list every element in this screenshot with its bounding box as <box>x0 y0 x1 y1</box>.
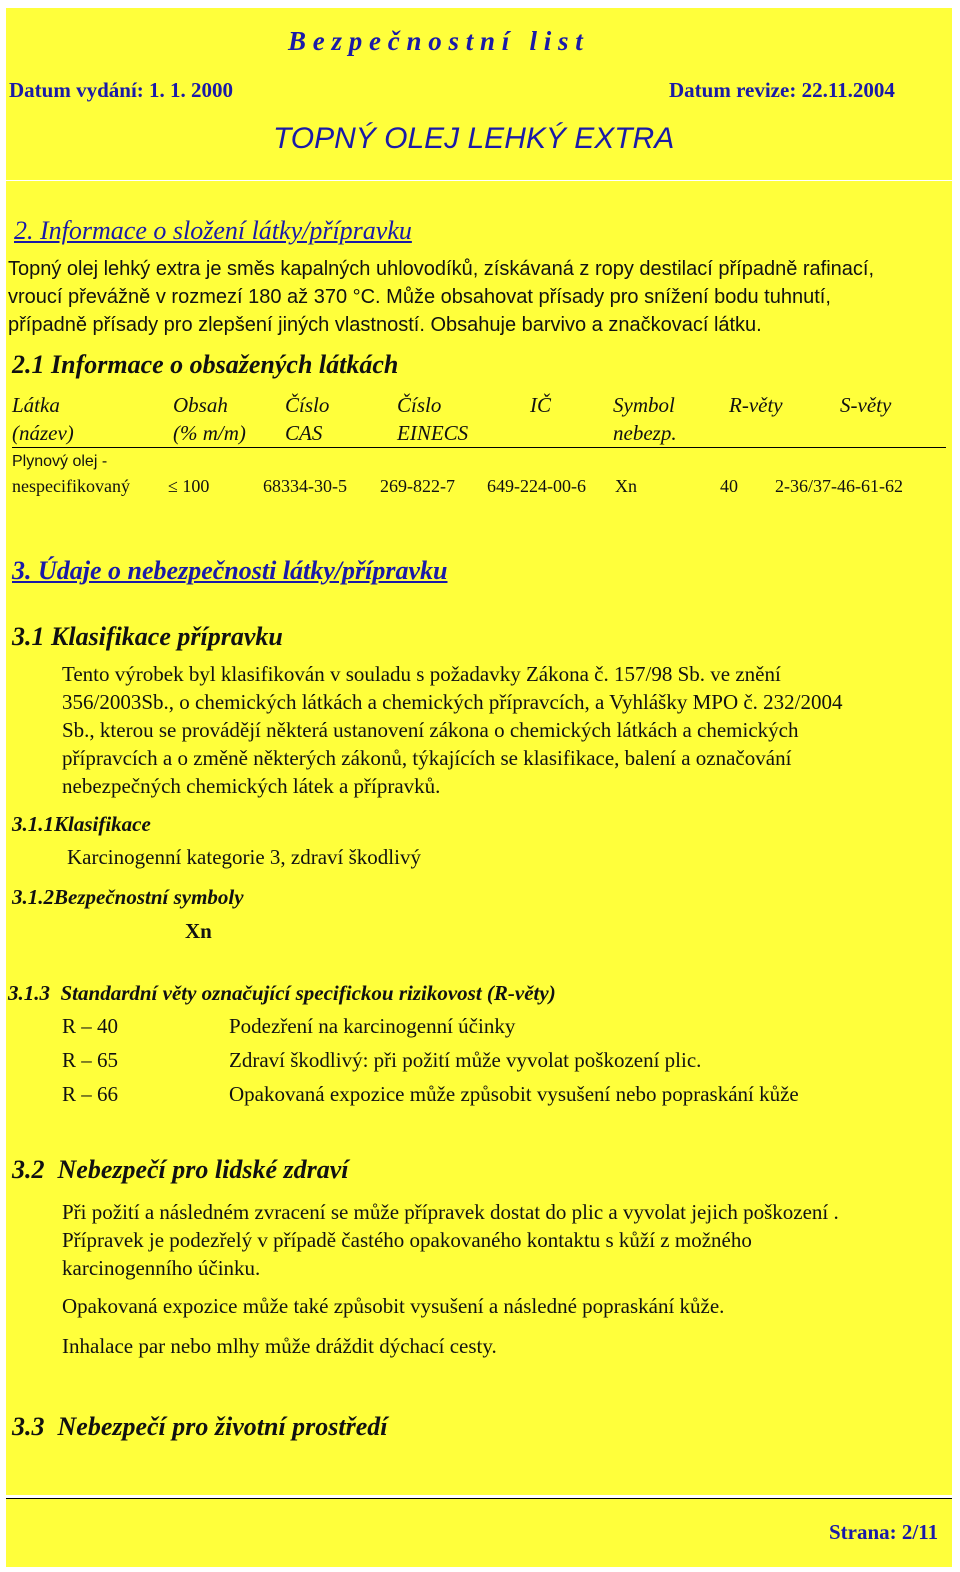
th-cislo-einecs: Číslo <box>397 393 442 417</box>
th-latka: Látka <box>12 393 60 417</box>
section-2-paragraph <box>8 255 946 339</box>
th-nazev: (název) <box>12 421 74 445</box>
td-r: 40 <box>720 476 738 496</box>
td-name-line1: Plynový olej - <box>12 453 108 470</box>
r-phrase-text: Zdraví škodlivý: při požití může vyvolat poškození plic. <box>229 1048 702 1072</box>
section-3-2-paragraph-3: Inhalace par nebo mlhy může dráždit dýchací cesty. <box>62 1334 497 1358</box>
document-title: B e z p e č n o s t n í l i s t <box>288 26 583 56</box>
table-divider <box>12 447 946 448</box>
section-3-1-line: 356/2003Sb., o chemických látkách a chemických přípravcích, a Vyhlášky MPO č. 232/2004 <box>62 690 843 714</box>
section-3-2-heading: 3.2 Nebezpečí pro lidské zdraví <box>12 1155 349 1184</box>
section-3-1-heading: 3.1 Klasifikace přípravku <box>12 622 283 651</box>
revision-date: Datum revize: 22.11.2004 <box>669 78 895 102</box>
section-3-heading: 3. Údaje o nebezpečnosti látky/přípravku <box>12 556 448 585</box>
th-cas: CAS <box>285 421 323 445</box>
section-2-1-heading: 2.1 Informace o obsažených látkách <box>12 350 399 379</box>
th-symbol: Symbol <box>613 393 675 417</box>
td-name-line2: nespecifikovaný <box>12 476 130 496</box>
section-3-3-heading: 3.3 Nebezpečí pro životní prostředí <box>12 1412 388 1441</box>
product-name: TOPNÝ OLEJ LEHKÝ EXTRA <box>273 122 675 155</box>
section-3-1-line: nebezpečných chemických látek a přípravků. <box>62 774 441 798</box>
section-2-line: Topný olej lehký extra je směs kapalných uhlovodíků, získávaná z ropy destilací případně rafinací, <box>8 258 875 280</box>
section-3-1-line: Sb., kterou se provádějí některá ustanovení zákona o chemických látkách a chemických <box>62 718 799 742</box>
section-3-1-1-heading: 3.1.1Klasifikace <box>12 812 151 836</box>
th-r-vety: R-věty <box>729 393 783 417</box>
r-phrase-code: R – 66 <box>62 1082 119 1106</box>
r-phrase-text: Podezření na karcinogenní účinky <box>229 1014 516 1038</box>
section-3-2-line: Při požití a následném zvracení se může přípravek dostat do plic a vyvolat jejich poškození . <box>62 1200 839 1224</box>
th-percent: (% m/m) <box>173 421 246 445</box>
th-obsah: Obsah <box>173 393 228 417</box>
r-phrase-text: Opakovaná expozice může způsobit vysušení nebo popraskání kůže <box>229 1082 799 1106</box>
section-2-heading: 2. Informace o složení látky/přípravku <box>14 216 412 245</box>
classification-text: Karcinogenní kategorie 3, zdraví škodlivý <box>67 845 421 869</box>
section-3-1-2-heading: 3.1.2Bezpečnostní symboly <box>12 885 244 909</box>
td-einecs: 269-822-7 <box>380 476 455 496</box>
td-symbol: Xn <box>615 476 637 496</box>
page-number: Strana: 2/11 <box>829 1520 939 1544</box>
td-content: ≤ 100 <box>168 476 210 496</box>
section-3-2-line: karcinogenního účinku. <box>62 1256 261 1280</box>
section-3-1-line: Tento výrobek byl klasifikován v souladu s požadavky Zákona č. 157/98 Sb. ve znění <box>62 662 781 686</box>
th-einecs: EINECS <box>397 421 469 445</box>
section-3-1-3-heading: 3.1.3 Standardní věty označující specifickou rizikovost (R-věty) <box>8 981 556 1005</box>
th-nebezp: nebezp. <box>613 421 677 445</box>
footer-panel <box>6 1498 952 1567</box>
td-s: 2-36/37-46-61-62 <box>775 476 903 496</box>
issue-date: Datum vydání: 1. 1. 2000 <box>9 78 234 102</box>
r-phrase-code: R – 40 <box>62 1014 119 1038</box>
section-3-1-line: přípravcích a o změně některých zákonů, týkajících se klasifikace, balení a označování <box>62 746 792 770</box>
th-s-vety: S-věty <box>840 393 892 417</box>
r-phrase-code: R – 65 <box>62 1048 119 1072</box>
hazard-symbol: Xn <box>185 919 212 943</box>
th-cislo-cas: Číslo <box>285 393 330 417</box>
td-ic: 649-224-00-6 <box>487 476 586 496</box>
section-2-line: vroucí převážně v rozmezí 180 až 370 °C. Může obsahovat přísady pro snížení bodu tuhnutí, <box>8 286 831 308</box>
section-3-2-paragraph-2: Opakovaná expozice může také způsobit vysušení a následné popraskání kůže. <box>62 1294 725 1318</box>
section-3-2-line: Přípravek je podezřelý v případě častého opakovaného kontaktu s kůží z možného <box>62 1228 752 1252</box>
th-ic: IČ <box>530 393 551 417</box>
section-3-2-paragraph <box>62 1198 946 1282</box>
td-cas: 68334-30-5 <box>263 476 347 496</box>
section-3-1-paragraph <box>62 660 946 800</box>
section-2-line: případně přísady pro zlepšení jiných vlastností. Obsahuje barvivo a značkovací látku. <box>8 314 762 336</box>
